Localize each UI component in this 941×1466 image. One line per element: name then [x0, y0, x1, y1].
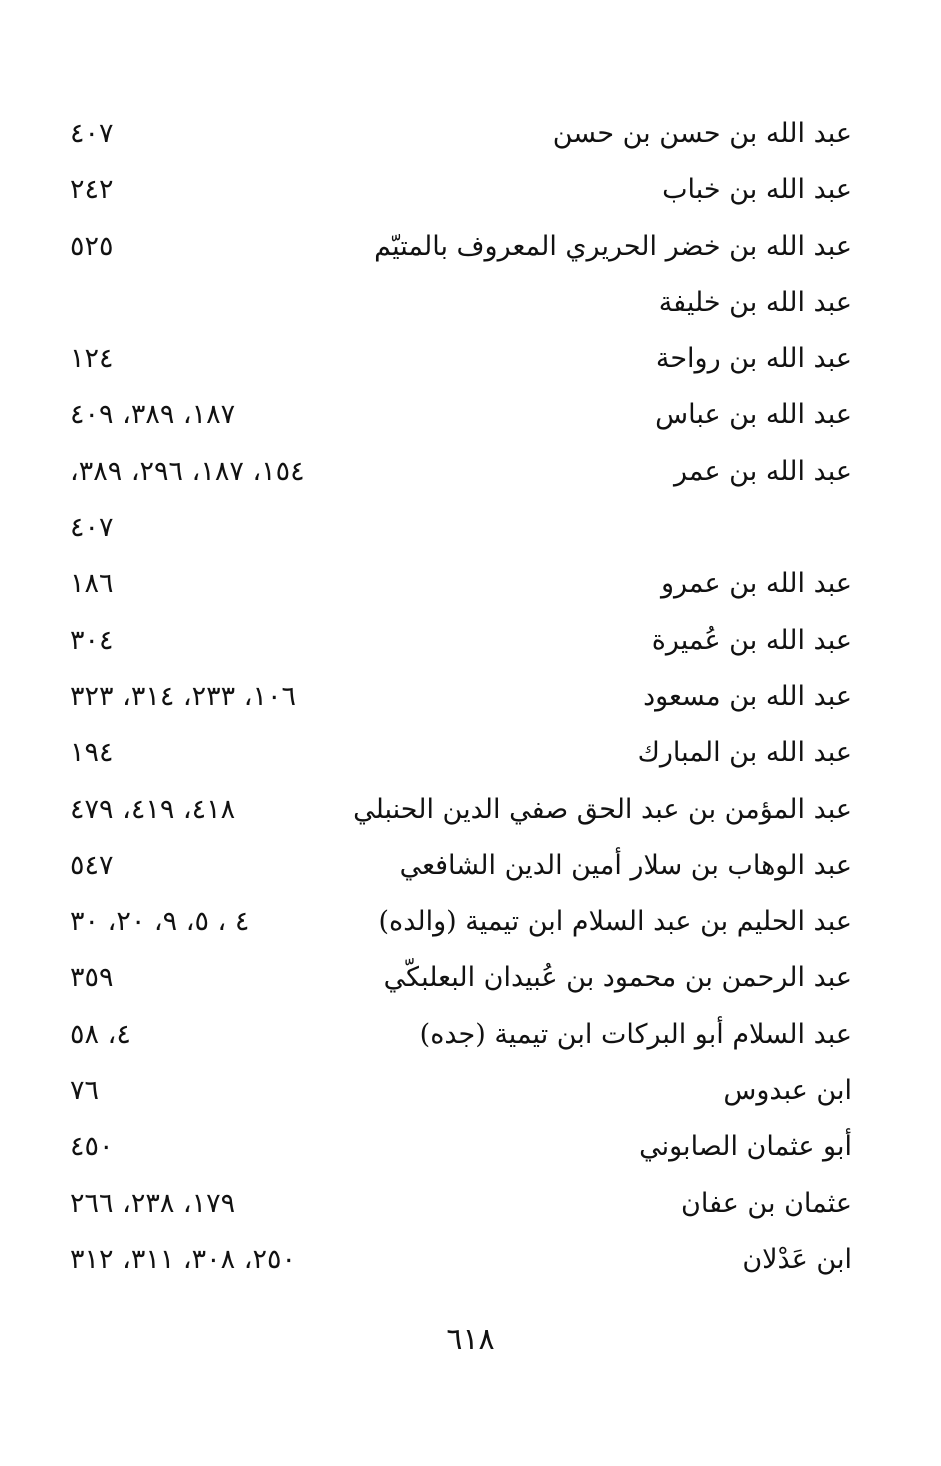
entry-page-numbers: ١٩٤ [70, 737, 114, 769]
entry-page-numbers: ١٨٦ [70, 568, 114, 600]
entry-page-numbers: ٤ ، ٥، ٩، ٢٠، ٣٠ [70, 906, 250, 938]
entry-page-numbers: ١٥٤، ١٨٧، ٢٩٦، ٣٨٩، [70, 455, 305, 487]
entry-page-numbers: ١٢٤ [70, 343, 114, 375]
index-entry [60, 164, 852, 220]
entry-name: عبد الله بن مسعود [643, 680, 852, 712]
index-entry [60, 784, 852, 840]
index-entry [60, 446, 852, 502]
index-entry [60, 896, 852, 952]
index-entry [60, 615, 852, 671]
entry-page-numbers: ٥٢٥ [70, 230, 114, 262]
entry-name: عبد الله بن حسن بن حسن [552, 118, 852, 149]
index-entry [60, 221, 852, 277]
entry-name: عبد المؤمن بن عبد الحق صفي الدين الحنبلي [353, 793, 852, 825]
entry-page-numbers: ٤١٨، ٤١٩، ٤٧٩ [70, 793, 236, 825]
entry-name: عبد الله بن المبارك [637, 737, 852, 769]
index-entry [60, 1009, 852, 1065]
entry-name: عبد الله بن خضر الحريري المعروف بالمتيّم [374, 230, 852, 262]
entry-name: عبد الله بن عمرو [660, 568, 852, 600]
index-entry [60, 952, 852, 1008]
entry-name: أبو عثمان الصابوني [639, 1131, 852, 1163]
entry-name: عبد الله بن عمر [673, 455, 852, 487]
entry-page-numbers: ١٧٩، ٢٣٨، ٢٦٦ [70, 1187, 236, 1219]
index-entry [60, 727, 852, 783]
entry-page-numbers: ٤٥٠ [70, 1131, 114, 1163]
name-index-list [60, 108, 852, 1290]
index-entry [60, 108, 852, 164]
entry-name: عبد الله بن عُميرة [651, 624, 852, 656]
index-entry [60, 389, 852, 445]
entry-page-numbers: ١٠٦، ٢٣٣، ٣١٤، ٣٢٣ [70, 680, 296, 712]
index-entry [60, 1065, 852, 1121]
page-number: ٦١٨ [446, 1322, 495, 1357]
entry-name: ابن عَدْلان [742, 1243, 852, 1275]
entry-name: عبد الوهاب بن سلار أمين الدين الشافعي [399, 849, 852, 881]
entry-name: عثمان بن عفان [681, 1187, 852, 1219]
entry-page-numbers: ٣٠٤ [70, 624, 114, 656]
index-entry [60, 1178, 852, 1234]
entry-name: عبد الله بن خليفة [658, 286, 852, 318]
entry-page-numbers: ٢٤٢ [70, 174, 114, 206]
entry-name: عبد الله بن رواحة [655, 343, 852, 375]
index-entry [60, 1121, 852, 1177]
index-entry [60, 558, 852, 614]
entry-page-numbers: ٢٥٠، ٣٠٨، ٣١١، ٣١٢ [70, 1243, 296, 1275]
index-entry [60, 671, 852, 727]
entry-page-numbers: ٤٠٧ [70, 512, 114, 544]
entry-page-numbers: ٣٥٩ [70, 962, 114, 994]
entry-name: عبد الله بن خباب [662, 174, 852, 206]
entry-page-numbers: ٥٤٧ [70, 849, 114, 881]
entry-name: عبد الرحمن بن محمود بن عُبيدان البعلبكّي [383, 962, 852, 994]
entry-name: ابن عبدوس [723, 1075, 852, 1107]
entry-page-numbers: ٤، ٥٨ [70, 1018, 131, 1050]
index-entry [60, 277, 852, 333]
entry-page-numbers: ١٨٧، ٣٨٩، ٤٠٩ [70, 399, 236, 431]
index-entry-continuation [60, 502, 852, 558]
entry-page-numbers: ٤٠٧ [70, 118, 114, 149]
entry-name: عبد الله بن عباس [655, 399, 852, 431]
index-entry [60, 1234, 852, 1290]
index-entry [60, 840, 852, 896]
entry-page-numbers: ٧٦ [70, 1075, 100, 1107]
entry-name: عبد السلام أبو البركات ابن تيمية (جده) [419, 1018, 852, 1050]
entry-name: عبد الحليم بن عبد السلام ابن تيمية (والده) [378, 906, 852, 938]
index-entry [60, 333, 852, 389]
